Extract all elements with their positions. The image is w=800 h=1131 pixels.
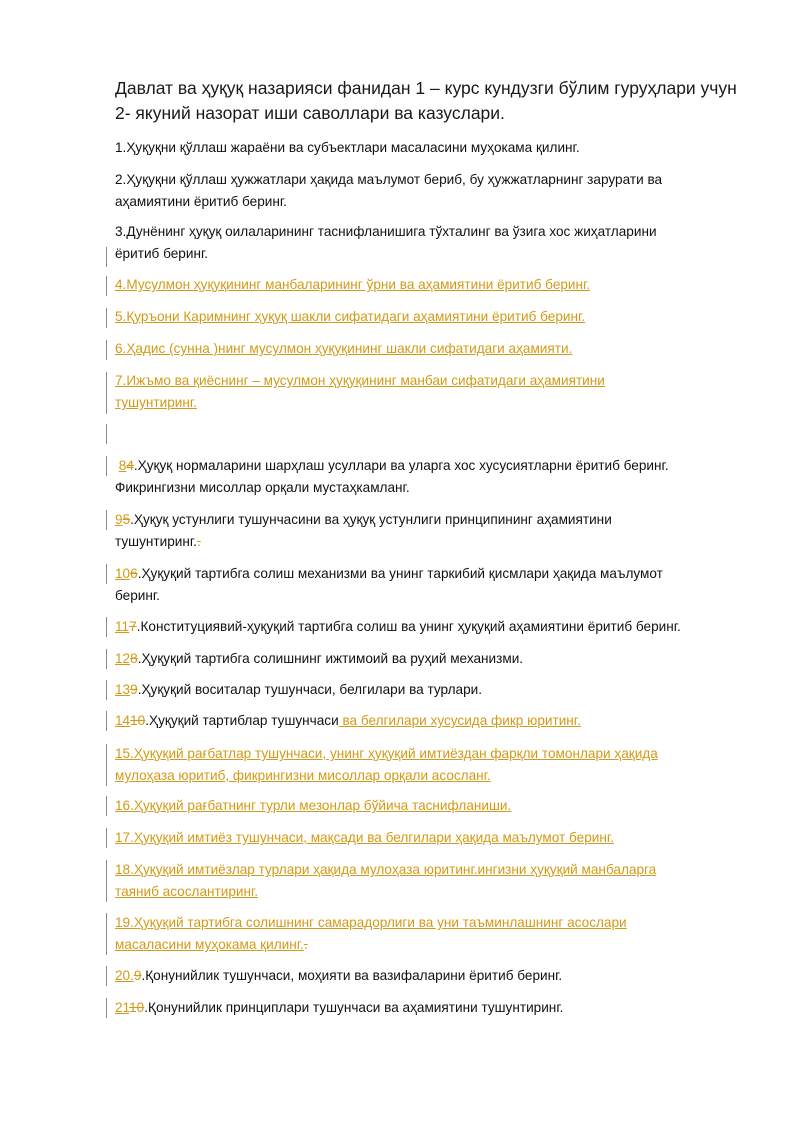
change-bar <box>106 308 107 328</box>
question-13: 139.Ҳуқуқий воситалар тушунчаси, белгилари ва турлари. <box>115 682 483 697</box>
change-bar <box>106 564 107 584</box>
change-bar <box>106 424 107 444</box>
question-9: 95.Ҳуқуқ устунлиги тушунчасини ва ҳуқуқ устунлиги принципининг аҳамиятини тушунтиринг.. <box>115 512 612 549</box>
change-bar <box>106 340 107 360</box>
question-7: 7.Ижъмо ва қиёснинг – мусулмон ҳуқуқининг манбаи сифатидаги аҳамиятини тушунтиринг. <box>115 373 605 410</box>
change-bar <box>106 510 107 530</box>
change-bar <box>106 680 107 700</box>
question-15: 15.Ҳуқуқий рағбатлар тушунчаси, унинг ҳуқуқий имтиёздан фарқли томонлари ҳақида мулоҳаза юритиб, фикрингизни мисоллар орқали асосланг. <box>115 746 658 783</box>
change-bar <box>106 998 107 1018</box>
question-5: 5.Қуръони Каримнинг ҳуқуқ шакли сифатидаги аҳамиятини ёритиб беринг. <box>115 309 586 324</box>
question-2: 2.Ҳуқуқни қўллаш ҳужжатлари ҳақида маълумот бериб, бу ҳужжатларнинг зарурати ва аҳамиятини ёритиб беринг. <box>115 172 663 209</box>
question-4: 4.Мусулмон ҳуқуқининг манбаларининг ўрни ва аҳамиятини ёритиб беринг. <box>115 277 591 292</box>
question-17: 17.Ҳуқуқий имтиёз тушунчаси, мақсади ва белгилари ҳақида маълумот беринг. <box>115 830 614 845</box>
change-bar <box>106 913 107 955</box>
change-bar <box>106 828 107 848</box>
change-bar <box>106 276 107 296</box>
question-19: 19.Ҳуқуқий тартибга солишнинг самарадорлиги ва уни таъминлашнинг асослари масаласини муҳокама қилинг.. <box>115 915 627 952</box>
question-1: 1.Ҳуқуқни қўллаш жараёни ва субъектлари масаласини муҳокама қилинг. <box>115 140 580 155</box>
change-bar <box>106 247 107 267</box>
change-bar <box>106 744 107 786</box>
change-bar <box>106 372 107 414</box>
question-6: 6.Ҳадис (сунна )нинг мусулмон ҳуқуқининг шакли сифатидаги аҳамияти. <box>115 341 573 356</box>
change-bar <box>106 456 107 476</box>
question-21: 2110.Қонунийлик принциплари тушунчаси ва аҳамиятини тушунтиринг. <box>115 1000 564 1015</box>
question-3: 3.Дунёнинг ҳуқуқ оилаларининг таснифланишига тўхталинг ва ўзига хос жиҳатларини ёритиб беринг. <box>115 224 657 261</box>
question-16: 16.Ҳуқуқий рағбатнинг турли мезонлар бўйича таснифланиши. <box>115 798 512 813</box>
question-12: 128.Ҳуқуқий тартибга солишнинг ижтимоий ва руҳий механизми. <box>115 651 524 666</box>
document-title <box>115 76 755 126</box>
question-14: 1410.Ҳуқуқий тартиблар тушунчаси ва белгилари хусусида фикр юритинг. <box>115 713 581 728</box>
title-line-2: 2- якуний назорат иши саволлари ва казуслари. <box>115 103 505 123</box>
change-bar <box>106 796 107 816</box>
question-8: 84.Ҳуқуқ нормаларини шарҳлаш усуллари ва уларга хос хусусиятларни ёритиб беринг. Фикрингизни мисоллар орқали мустаҳкамланг. <box>115 458 669 495</box>
question-20: 20.9.Қонунийлик тушунчаси, моҳияти ва вазифаларини ёритиб беринг. <box>115 968 563 983</box>
question-18: 18.Ҳуқуқий имтиёзлар турлари ҳақида мулоҳаза юритинг.ингизни ҳуқуқий манбаларга таяниб асослантиринг. <box>115 862 657 899</box>
question-10: 106.Ҳуқуқий тартибга солиш механизми ва унинг таркибий қисмлари ҳақида маълумот беринг. <box>115 566 663 603</box>
question-11: 117.Конституциявий-ҳуқуқий тартибга солиш ва унинг ҳуқуқий аҳамиятини ёритиб беринг. <box>115 619 681 634</box>
title-line-1: Давлат ва ҳуқуқ назарияси фанидан 1 – курс кундузги бўлим гуруҳлари учун <box>115 78 737 98</box>
change-bar <box>106 649 107 669</box>
change-bar <box>106 966 107 986</box>
change-bar <box>106 860 107 902</box>
change-bar <box>106 711 107 731</box>
change-bar <box>106 617 107 637</box>
